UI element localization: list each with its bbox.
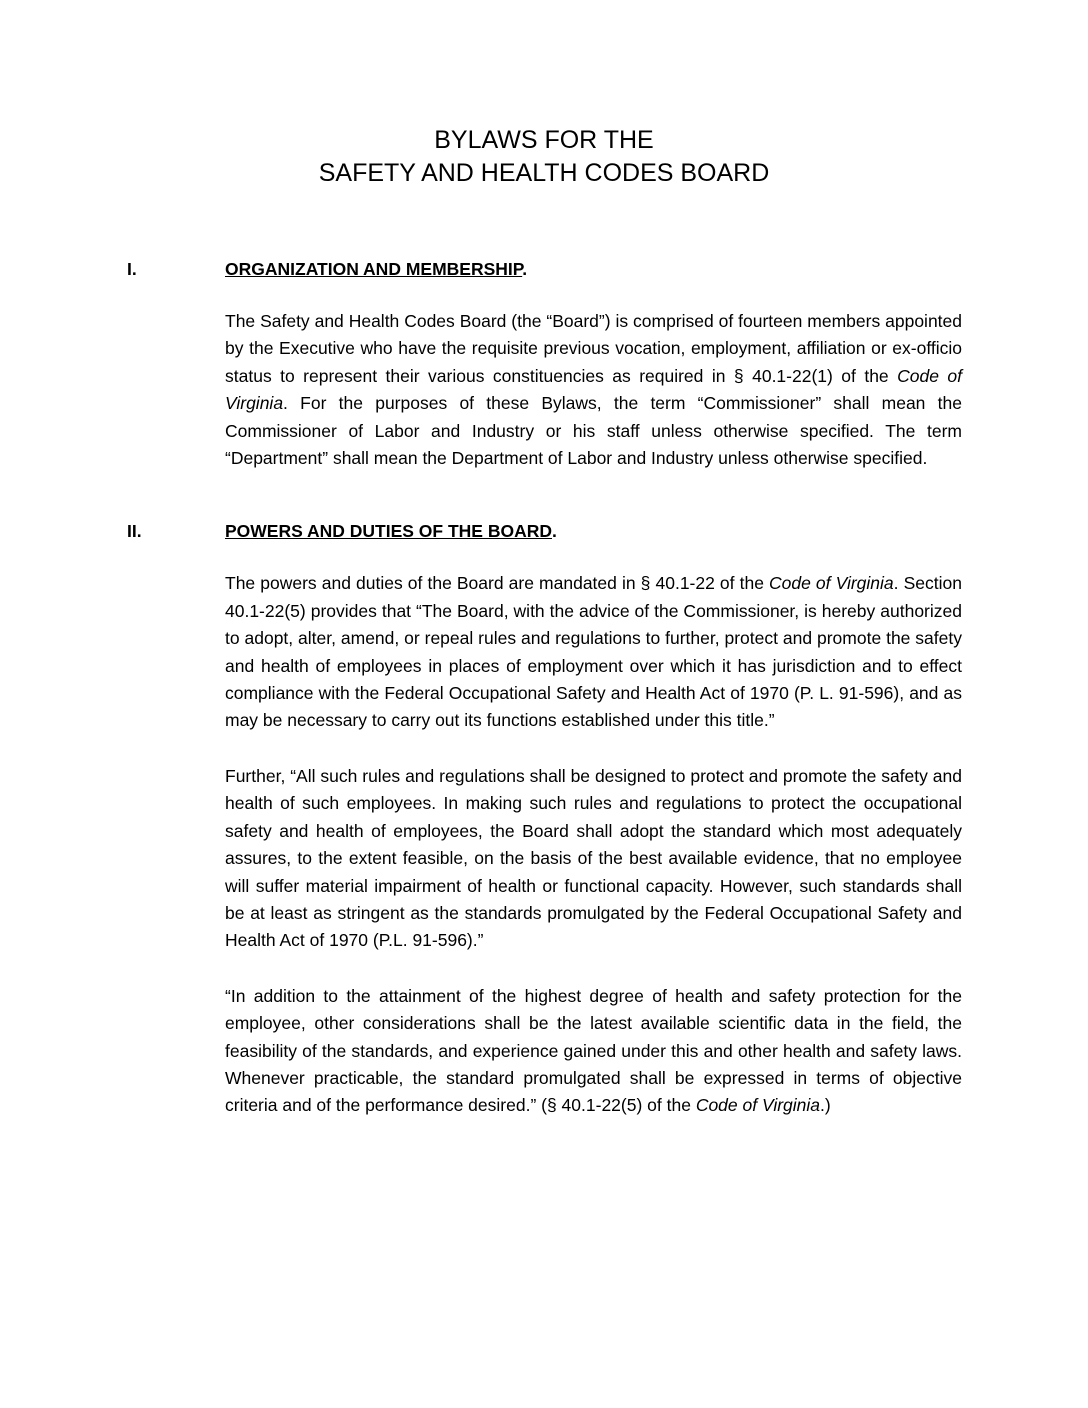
section-heading-period: .: [552, 521, 557, 542]
section-heading-period: .: [522, 259, 528, 279]
section-numeral: I.: [127, 259, 137, 279]
document-title: [0, 124, 1088, 190]
paragraph: The Safety and Health Codes Board (the “Board”) is comprised of fourteen members appointed by the Executive who have the requisite previous vocation, employment, affiliation or ex-officio status to represent their various constituencies as required in § 40.1-22(1) of the Code of Virginia. For the purposes of these Bylaws, the term “Commissioner” shall mean the Commissioner of Labor and Industry or his staff unless otherwise specified. The term “Department” shall mean the Department of Labor and Industry unless otherwise specified.: [225, 311, 963, 469]
title-line-1: BYLAWS FOR THE: [434, 126, 654, 154]
section-heading: [225, 518, 557, 545]
paragraph: Further, “All such rules and regulations shall be designed to protect and promote the safety and health of such employees. In making such rules and regulations to protect the occupational safety and health of employees, the Board shall adopt the standard which most adequately assures, to the extent feasible, on the basis of the best available evidence, that no employee will suffer material impairment of health or functional capacity. However, such standards shall be at least as stringent as the standards promulgated by the Federal Occupational Safety and Health Act of 1970 (P.L. 91-596).”: [225, 765, 962, 951]
section-body: [225, 570, 962, 1119]
section-numeral: II.: [127, 521, 142, 542]
section-header: [127, 518, 962, 545]
paragraph: “In addition to the attainment of the highest degree of health and safety protection for the employee, other considerations shall be the latest available scientific data in the field, the feasibility of the standards, and experience gained under this and other health and safety laws. Whenever practicable, the standard promulgated shall be expressed in terms of objective criteria and of the performance desired.” (§ 40.1-22(5) of the Code of Virginia.): [225, 985, 962, 1116]
section-heading-text: ORGANIZATION AND MEMBERSHIP: [225, 259, 523, 279]
section-powers-and-duties: [127, 518, 962, 1119]
paragraph: The powers and duties of the Board are mandated in § 40.1-22 of the Code of Virginia. Section 40.1-22(5) provides that “The Board, with the advice of the Commissioner, is hereby authorized to adopt, alter, amend, or repeal rules and regulations to further, protect and promote the safety and health of employees in places of employment over which it has jurisdiction and to effect compliance with the Federal Occupational Safety and Health Act of 1970 (P. L. 91-596), and as may be necessary to carry out its functions established under this title.”: [225, 573, 962, 731]
section-header: [127, 256, 962, 283]
section-organization-and-membership: [127, 256, 962, 472]
section-body: [225, 308, 962, 472]
section-heading: [225, 256, 527, 283]
title-line-2: SAFETY AND HEALTH CODES BOARD: [318, 159, 770, 187]
section-heading-text: POWERS AND DUTIES OF THE BOARD: [225, 521, 552, 542]
